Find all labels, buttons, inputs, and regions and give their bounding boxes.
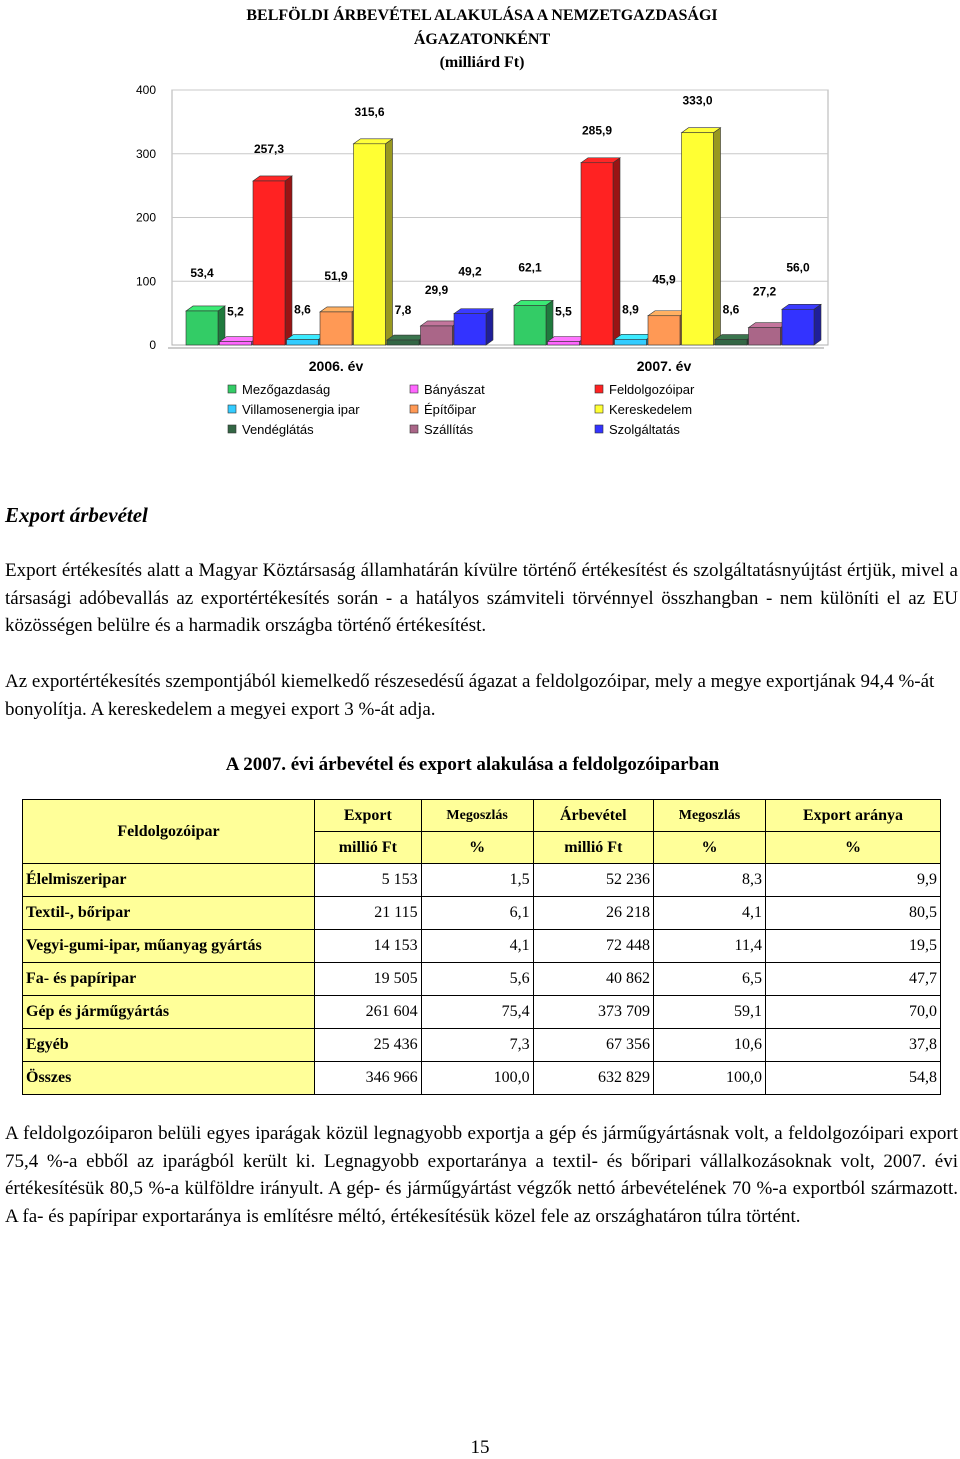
legend-swatch — [228, 405, 236, 413]
data-label: 5,5 — [555, 304, 572, 319]
bar — [581, 158, 620, 345]
table-cell: 67 356 — [533, 1029, 653, 1062]
table-cell: 21 115 — [315, 897, 422, 930]
bar — [715, 335, 754, 345]
chart-title — [246, 5, 717, 71]
legend-label: Szolgáltatás — [609, 422, 680, 437]
data-label: 51,9 — [324, 268, 348, 283]
bar-top — [421, 321, 460, 326]
legend-label: Villamosenergia ipar — [242, 402, 360, 417]
table-cell: 6,1 — [421, 897, 533, 930]
table-cell: 1,5 — [421, 864, 533, 897]
legend-item — [410, 402, 477, 417]
bar-front — [454, 314, 486, 345]
unit-share-1: % — [421, 832, 533, 864]
row-label: Egyéb — [23, 1029, 315, 1062]
table-cell: 8,3 — [654, 864, 766, 897]
bar-top — [715, 335, 754, 340]
table-row — [23, 963, 941, 996]
table-cell: 80,5 — [765, 897, 940, 930]
bar — [354, 139, 393, 345]
bar — [749, 323, 788, 345]
table-cell: 25 436 — [315, 1029, 422, 1062]
header-export: Export — [315, 800, 422, 832]
row-label: Összes — [23, 1062, 315, 1095]
bar-top — [454, 309, 493, 314]
table-row — [23, 996, 941, 1029]
legend-item — [595, 402, 692, 417]
unit-revenue: millió Ft — [533, 832, 653, 864]
table-cell: 6,5 — [654, 963, 766, 996]
y-tick-label: 300 — [135, 146, 156, 161]
legend-swatch — [410, 405, 418, 413]
table-caption-text: A 2007. évi árbevétel és export alakulása a feldolgozóiparban — [225, 754, 720, 775]
bar-top — [615, 334, 654, 339]
table-corner-header: Feldolgozóipar — [23, 800, 315, 864]
category-labels — [309, 358, 692, 374]
legend — [228, 382, 695, 437]
table-cell: 14 153 — [315, 930, 422, 963]
table-cell: 75,4 — [421, 996, 533, 1029]
bar — [615, 334, 654, 345]
legend-label: Kereskedelem — [609, 402, 693, 417]
table-cell: 7,3 — [421, 1029, 533, 1062]
chart-title-line-1: BELFÖLDI ÁRBEVÉTEL ALAKULÁSA A NEMZETGAZDASÁGI — [246, 7, 718, 24]
legend-item — [410, 382, 485, 397]
header-export-ratio: Export aránya — [765, 800, 940, 832]
legend-label: Mezőgazdaság — [242, 382, 331, 397]
paragraph-analysis: A feldolgozóiparon belüli egyes iparágak közül legnagyobb exportja a gép és járműgyártásnak volt, a feldolgozóipari export 75,4 %-a ebből az iparágból került ki. Legnagyobb exportaránya a textil- és bőripari vállalkozásoknak volt, 2007. évi értékesítésük 80,5 %-a külföldre irányult. A gép- és járműgyártást végzők nettó árbevételének 70 %-a exportból származott. A fa- és papíripar exportaránya is említésre méltó, értékesítésük közel fele az országhatáron túlra történt. — [5, 1123, 958, 1227]
table-cell: 52 236 — [533, 864, 653, 897]
bar-side — [714, 128, 721, 345]
table-cell: 100,0 — [421, 1062, 533, 1095]
table-cell: 4,1 — [421, 930, 533, 963]
legend-label: Építőipar — [424, 402, 477, 417]
bar-front — [320, 312, 352, 345]
bar-top — [354, 139, 393, 144]
legend-swatch — [595, 425, 603, 433]
legend-label: Bányászat — [424, 382, 485, 397]
data-label: 315,6 — [354, 104, 385, 119]
table-cell: 5 153 — [315, 864, 422, 897]
table-cell: 261 604 — [315, 996, 422, 1029]
chart-title-line-2: ÁGAZATONKÉNT — [413, 31, 551, 48]
y-tick-label: 400 — [135, 83, 156, 97]
table-cell: 70,0 — [765, 996, 940, 1029]
legend-swatch — [595, 385, 603, 393]
bar — [782, 304, 821, 345]
bar — [186, 306, 225, 345]
bar-front — [220, 342, 252, 345]
bar-side — [613, 158, 620, 345]
table-row — [23, 897, 941, 930]
bar-front — [615, 339, 647, 345]
bar-front — [387, 340, 419, 345]
bar-top — [320, 307, 359, 312]
category-label: 2007. év — [636, 358, 692, 374]
bar — [682, 128, 721, 345]
legend-item — [228, 402, 360, 417]
bar-front — [715, 340, 747, 345]
table-cell: 59,1 — [654, 996, 766, 1029]
page-number: 15 — [470, 1437, 490, 1458]
table-cell: 632 829 — [533, 1062, 653, 1095]
bar — [387, 335, 426, 345]
bar-front — [253, 181, 285, 345]
bar-side — [486, 309, 493, 345]
table-cell: 72 448 — [533, 930, 653, 963]
table-cell: 19,5 — [765, 930, 940, 963]
data-label: 62,1 — [518, 260, 542, 275]
table-cell: 4,1 — [654, 897, 766, 930]
table-cell: 26 218 — [533, 897, 653, 930]
legend-swatch — [595, 405, 603, 413]
legend-item — [228, 382, 330, 397]
bar-side — [386, 139, 393, 345]
section-heading: Export árbevétel — [5, 503, 148, 527]
table-cell: 100,0 — [654, 1062, 766, 1095]
bar — [320, 307, 359, 345]
table-cell: 346 966 — [315, 1062, 422, 1095]
legend-label: Szállítás — [424, 422, 474, 437]
bar-front — [782, 309, 814, 345]
bar-front — [749, 328, 781, 345]
bar — [514, 300, 553, 345]
bar-top — [253, 176, 292, 181]
bar-top — [186, 306, 225, 311]
bar-front — [548, 341, 580, 345]
data-label: 285,9 — [581, 123, 613, 138]
data-label: 8,6 — [294, 302, 311, 317]
bar-top — [581, 158, 620, 163]
data-label: 257,3 — [253, 141, 285, 156]
table-cell: 19 505 — [315, 963, 422, 996]
legend-item — [595, 422, 680, 437]
bar-front — [287, 340, 319, 345]
table-cell: 9,9 — [765, 864, 940, 897]
bar — [548, 336, 587, 345]
data-label: 5,2 — [227, 304, 244, 319]
header-share-1: Megoszlás — [421, 800, 533, 832]
manufacturing-table — [22, 799, 941, 1095]
legend-item — [410, 422, 474, 437]
bar — [287, 335, 326, 345]
bar — [421, 321, 460, 345]
bar — [648, 311, 687, 345]
bar-top — [287, 335, 326, 340]
bar-front — [514, 305, 546, 345]
category-label: 2006. év — [308, 358, 364, 374]
row-label: Élelmiszeripar — [23, 864, 315, 897]
header-revenue: Árbevétel — [533, 800, 653, 832]
legend-swatch — [410, 425, 418, 433]
bar-top — [648, 311, 687, 316]
data-label: 333,0 — [682, 93, 713, 108]
table-cell: 40 862 — [533, 963, 653, 996]
table-cell: 373 709 — [533, 996, 653, 1029]
bar-side — [814, 304, 821, 345]
bar-top — [220, 337, 259, 342]
bar — [454, 309, 493, 345]
legend-item — [595, 382, 695, 397]
row-label: Vegyi-gumi-ipar, műanyag gyártás — [23, 930, 315, 963]
unit-export: millió Ft — [315, 832, 422, 864]
legend-label: Feldolgozóipar — [609, 382, 695, 397]
data-label: 27,2 — [752, 284, 777, 299]
y-tick-label: 100 — [135, 274, 156, 289]
table-row — [23, 864, 941, 897]
bar — [220, 337, 259, 345]
bar-top — [387, 335, 426, 340]
paragraph-export-definition: Export értékesítés alatt a Magyar Köztársaság államhatárán kívülre történő értékesítést és szolgáltatásnyújtást értjük, mivel a társasági adóbevallás az exportértékesítés során - a hatályos számviteli törvénnyel összhangban - nem különíti el az EU közösségen belülre és a harmadik országba történő értékesítést. — [5, 560, 958, 636]
bar-front — [421, 326, 453, 345]
table-cell: 10,6 — [654, 1029, 766, 1062]
bar-top — [749, 323, 788, 328]
unit-share-2: % — [654, 832, 766, 864]
paragraph-export-share: Az exportértékesítés szempontjából kiemelkedő részesedésű ágazat a feldolgozóipar, mely a megye exportjának 94,4 %-át bonyolítja. A kereskedelem a megyei export 3 %-át adja. — [5, 671, 935, 720]
bar-front — [186, 311, 218, 345]
table-cell: 5,6 — [421, 963, 533, 996]
bar-front — [648, 316, 680, 345]
header-share-2: Megoszlás — [654, 800, 766, 832]
bar-front — [581, 163, 613, 345]
unit-export-ratio: % — [765, 832, 940, 864]
legend-swatch — [228, 385, 236, 393]
row-label: Gép és járműgyártás — [23, 996, 315, 1029]
data-label: 56,0 — [786, 260, 810, 275]
chart-title-line-3: (milliárd Ft) — [439, 54, 525, 71]
table-row — [23, 1029, 941, 1062]
data-label: 7,8 — [394, 303, 412, 318]
bar-side — [285, 176, 292, 345]
bar-top — [782, 304, 821, 309]
bar-top — [514, 300, 553, 305]
table-cell: 47,7 — [765, 963, 940, 996]
data-label: 29,9 — [424, 282, 449, 297]
legend-swatch — [228, 425, 236, 433]
table-row — [23, 1062, 941, 1095]
legend-label: Vendéglátás — [242, 422, 314, 437]
bar-top — [682, 128, 721, 133]
legend-item — [228, 422, 314, 437]
row-label: Fa- és papíripar — [23, 963, 315, 996]
y-tick-label: 200 — [135, 210, 156, 225]
bar-top — [548, 336, 587, 341]
table-body — [23, 864, 941, 1095]
data-label: 8,9 — [622, 302, 639, 317]
data-label: 49,2 — [458, 264, 482, 279]
table-row — [23, 930, 941, 963]
data-label: 8,6 — [722, 302, 740, 317]
bar-front — [682, 133, 714, 345]
legend-swatch — [410, 385, 418, 393]
bar — [253, 176, 292, 345]
table-caption — [0, 754, 960, 776]
revenue-chart — [0, 0, 960, 450]
table-cell: 11,4 — [654, 930, 766, 963]
data-label: 45,9 — [652, 272, 676, 287]
bar-front — [354, 144, 386, 345]
y-axis-ticks — [136, 83, 156, 352]
table-cell: 54,8 — [765, 1062, 940, 1095]
table-cell: 37,8 — [765, 1029, 940, 1062]
y-tick-label: 0 — [149, 338, 156, 352]
data-label: 53,4 — [190, 265, 214, 280]
row-label: Textil-, bőripar — [23, 897, 315, 930]
